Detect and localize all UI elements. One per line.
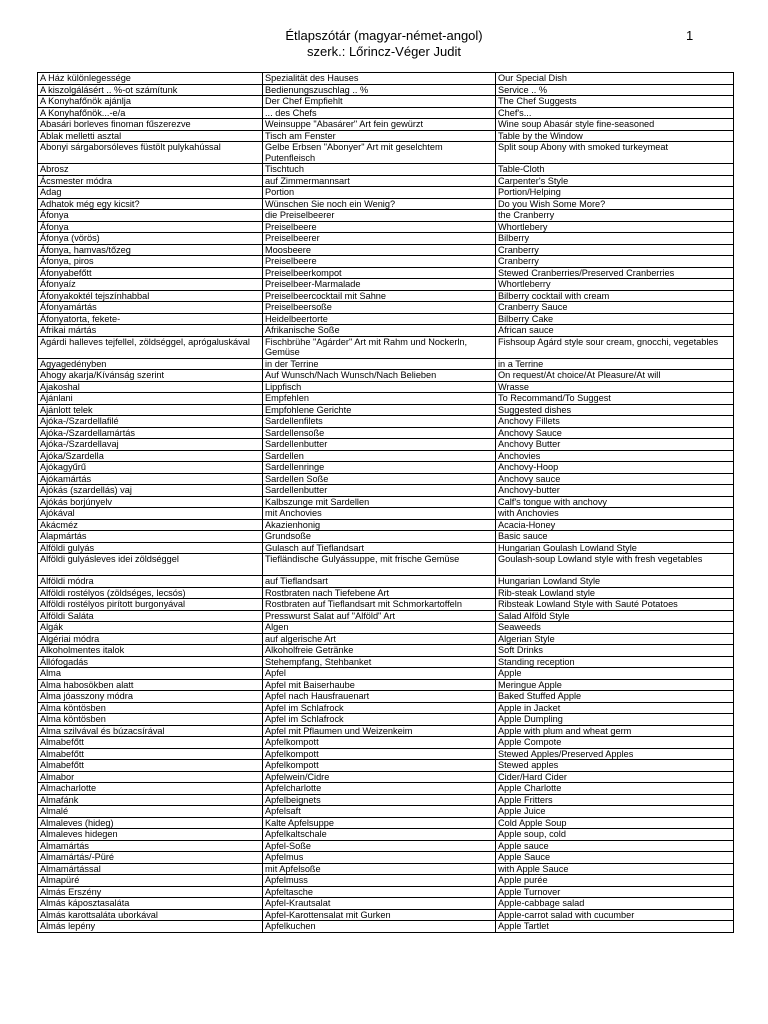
german-term: Apfel im Schlafrock [263,702,496,714]
english-term: Basic sauce [496,531,734,543]
table-row [38,794,734,806]
hungarian-term: Áfonyaíz [38,279,263,291]
table-row [38,806,734,818]
english-term: Goulash-soup Lowland style with fresh vegetables [496,554,734,576]
german-term: Preiselbeersoße [263,302,496,314]
table-row [38,576,734,588]
table-row [38,473,734,485]
german-term: Tischtuch [263,164,496,176]
hungarian-term: Ácsmester módra [38,175,263,187]
english-term: Our Special Dish [496,73,734,85]
table-row [38,96,734,108]
table-row [38,325,734,337]
hungarian-term: Alma szilvával és búzacsírával [38,725,263,737]
hungarian-term: Almás káposztasaláta [38,898,263,910]
german-term: Sardellenbutter [263,485,496,497]
english-term: Anchovy Sauce [496,427,734,439]
hungarian-term: Alföldi rostélyos pirított burgonyával [38,599,263,611]
table-row [38,313,734,325]
table-row [38,725,734,737]
hungarian-term: Agárdi halleves tejfellel, zöldséggel, aprógaluskával [38,336,263,358]
hungarian-term: Afrikai mártás [38,325,263,337]
table-row [38,404,734,416]
table-row [38,496,734,508]
table-row [38,210,734,222]
german-term: mit Anchovies [263,508,496,520]
table-row [38,130,734,142]
table-row [38,119,734,131]
english-term: Cranberry Sauce [496,302,734,314]
table-row [38,679,734,691]
english-term: Ribsteak Lowland Style with Sauté Potatoes [496,599,734,611]
hungarian-term: Alma köntösben [38,714,263,726]
english-term: Apple-cabbage salad [496,898,734,910]
table-row [38,198,734,210]
english-term: Salad Alföld Style [496,610,734,622]
hungarian-term: Almamártás/-Püré [38,852,263,864]
table-row [38,668,734,680]
english-term: Anchovy Fillets [496,416,734,428]
table-row [38,187,734,199]
german-term: in der Terrine [263,358,496,370]
table-row [38,84,734,96]
table-row [38,107,734,119]
hungarian-term: Almabefőtt [38,760,263,772]
hungarian-term: Algériai módra [38,633,263,645]
english-term: Bilberry Cake [496,313,734,325]
table-row [38,702,734,714]
english-term: Apple Compote [496,737,734,749]
english-term: Rib-steak Lowland style [496,587,734,599]
german-term: auf Tieflandsart [263,576,496,588]
german-term: Tiefländische Gulyássuppe, mit frische Gemüse [263,554,496,576]
page-header [0,28,768,60]
hungarian-term: Akácméz [38,519,263,531]
german-term: Sardellen [263,450,496,462]
german-term: Lippfisch [263,381,496,393]
german-term: Rostbraten nach Tiefebene Art [263,587,496,599]
english-term: Apple Charlotte [496,783,734,795]
english-term: Split soup Abony with smoked turkeymeat [496,142,734,164]
hungarian-term: Almabefőtt [38,748,263,760]
german-term: Empfehlen [263,393,496,405]
german-term: Apfelbeignets [263,794,496,806]
table-row [38,519,734,531]
page-number: 1 [686,28,694,43]
table-row [38,233,734,245]
table-row [38,416,734,428]
table-row [38,381,734,393]
hungarian-term: Áfonya, hamvas/tőzeg [38,244,263,256]
german-term: Rostbraten auf Tieflandsart mit Schmorkartoffeln [263,599,496,611]
english-term: Wine soup Abasár style fine-seasoned [496,119,734,131]
german-term: Apfelkuchen [263,921,496,933]
german-term: Apfelkompott [263,748,496,760]
table-row [38,737,734,749]
german-term: Apfeltasche [263,886,496,898]
hungarian-term: A Konyhafőnök...-e/a [38,107,263,119]
english-term: Apple purée [496,875,734,887]
hungarian-term: Áfonya, piros [38,256,263,268]
english-term: Table-Cloth [496,164,734,176]
english-term: Soft Drinks [496,645,734,657]
english-term: Anchovy Butter [496,439,734,451]
german-term: Moosbeere [263,244,496,256]
german-term: Preiselbeerkompot [263,267,496,279]
english-term: Fishsoup Agárd style sour cream, gnocchi, vegetables [496,336,734,358]
english-term: Portion/Helping [496,187,734,199]
english-term: Apple with plum and wheat germ [496,725,734,737]
english-term: Standing reception [496,656,734,668]
table-row [38,783,734,795]
table-row [38,221,734,233]
german-term: Apfel nach Hausfrauenart [263,691,496,703]
table-row [38,909,734,921]
hungarian-term: Áfonyamártás [38,302,263,314]
english-term: Calf's tongue with anchovy [496,496,734,508]
hungarian-term: Almaleves hidegen [38,829,263,841]
german-term: Kalbszunge mit Sardellen [263,496,496,508]
german-term: Apfel-Soße [263,840,496,852]
english-term: Wrasse [496,381,734,393]
hungarian-term: Alma [38,668,263,680]
table-row [38,633,734,645]
german-term: Portion [263,187,496,199]
table-row [38,302,734,314]
hungarian-term: Alföldi módra [38,576,263,588]
table-row [38,656,734,668]
german-term: Presswurst Salat auf "Alföld" Art [263,610,496,622]
english-term: On request/At choice/At Pleasure/At will [496,370,734,382]
table-row [38,336,734,358]
german-term: Sardellen Soße [263,473,496,485]
english-term: Whortlebery [496,221,734,233]
hungarian-term: Ajóka-/Szardellafilé [38,416,263,428]
german-term: Apfelmuss [263,875,496,887]
english-term: Apple [496,668,734,680]
table-row [38,645,734,657]
english-term: Do you Wish Some More? [496,198,734,210]
german-term: Preiselbeer-Marmalade [263,279,496,291]
english-term: Stewed Apples/Preserved Apples [496,748,734,760]
table-row [38,450,734,462]
hungarian-term: Alma köntösben [38,702,263,714]
hungarian-term: Ajókás (szardellás) vaj [38,485,263,497]
hungarian-term: Ajóka-/Szardellamártás [38,427,263,439]
dictionary-body [38,73,734,933]
hungarian-term: Áfonya [38,221,263,233]
table-row [38,244,734,256]
english-term: Apple Fritters [496,794,734,806]
german-term: Apfelcharlotte [263,783,496,795]
table-row [38,599,734,611]
german-term: Apfelsaft [263,806,496,818]
german-term: Apfel-Karottensalat mit Gurken [263,909,496,921]
document-editor: szerk.: Lőrincz-Véger Judit [307,44,461,59]
hungarian-term: Adag [38,187,263,199]
dictionary-table [37,72,734,933]
table-row [38,921,734,933]
table-row [38,164,734,176]
hungarian-term: Áfonya (vörös) [38,233,263,245]
table-row [38,175,734,187]
table-row [38,898,734,910]
english-term: Seaweeds [496,622,734,634]
hungarian-term: Almacharlotte [38,783,263,795]
english-term: Carpenter's Style [496,175,734,187]
hungarian-term: Alföldi gulyásleves idei zöldséggel [38,554,263,576]
english-term: the Cranberry [496,210,734,222]
english-term: Apple Sauce [496,852,734,864]
hungarian-term: Almaleves (hideg) [38,817,263,829]
hungarian-term: Almafánk [38,794,263,806]
hungarian-term: Ajánlani [38,393,263,405]
german-term: Preiselbeere [263,256,496,268]
hungarian-term: Almamártás [38,840,263,852]
hungarian-term: Alföldi rostélyos (zöldséges, lecsós) [38,587,263,599]
german-term: Akazienhonig [263,519,496,531]
document-title: Étlapszótár (magyar-német-angol) [285,28,483,43]
hungarian-term: Almás lepény [38,921,263,933]
table-row [38,691,734,703]
table-row [38,439,734,451]
english-term: Cranberry [496,244,734,256]
hungarian-term: Almapüré [38,875,263,887]
german-term: auf Zimmermannsart [263,175,496,187]
hungarian-term: Alapmártás [38,531,263,543]
english-term: Anchovies [496,450,734,462]
english-term: with Anchovies [496,508,734,520]
german-term: Afrikanische Soße [263,325,496,337]
english-term: Apple Tartlet [496,921,734,933]
english-term: Cold Apple Soup [496,817,734,829]
german-term: ... des Chefs [263,107,496,119]
hungarian-term: Ajókagyűrű [38,462,263,474]
german-term: Gulasch auf Tieflandsart [263,542,496,554]
table-row [38,554,734,576]
hungarian-term: Alföldi gulyás [38,542,263,554]
german-term: Preiselbeercocktail mit Sahne [263,290,496,302]
table-row [38,610,734,622]
table-row [38,393,734,405]
german-term: Preiselbeere [263,221,496,233]
table-row [38,290,734,302]
hungarian-term: Abrosz [38,164,263,176]
table-row [38,142,734,164]
english-term: Baked Stuffed Apple [496,691,734,703]
german-term: Apfel mit Pflaumen und Weizenkeim [263,725,496,737]
table-row [38,863,734,875]
table-row [38,531,734,543]
german-term: Apfel-Krautsalat [263,898,496,910]
table-row [38,485,734,497]
hungarian-term: Ajókamártás [38,473,263,485]
german-term: Wünschen Sie noch ein Wenig? [263,198,496,210]
english-term: Cranberry [496,256,734,268]
german-term: auf algerische Art [263,633,496,645]
hungarian-term: Ajóka-/Szardellavaj [38,439,263,451]
english-term: Stewed apples [496,760,734,772]
english-term: Hungarian Goulash Lowland Style [496,542,734,554]
german-term: Apfelkompott [263,760,496,772]
english-term: Apple Dumpling [496,714,734,726]
german-term: Sardellensoße [263,427,496,439]
table-row [38,760,734,772]
german-term: Spezialität des Hauses [263,73,496,85]
english-term: African sauce [496,325,734,337]
english-term: Apple soup, cold [496,829,734,841]
table-row [38,714,734,726]
english-term: Table by the Window [496,130,734,142]
hungarian-term: Alkoholmentes italok [38,645,263,657]
english-term: Service .. % [496,84,734,96]
english-term: with Apple Sauce [496,863,734,875]
german-term: Apfel im Schlafrock [263,714,496,726]
german-term: Apfel mit Baiserhaube [263,679,496,691]
table-row [38,462,734,474]
hungarian-term: A Konyhafőnök ajánlja [38,96,263,108]
hungarian-term: Abasári borleves finoman fűszerezve [38,119,263,131]
german-term: Apfelwein/Cidre [263,771,496,783]
german-term: Sardellenringe [263,462,496,474]
hungarian-term: Algák [38,622,263,634]
german-term: mit Apfelsoße [263,863,496,875]
hungarian-term: Abonyi sárgaborsóleves füstölt pulykahússal [38,142,263,164]
german-term: Sardellenfilets [263,416,496,428]
english-term: Apple Turnover [496,886,734,898]
table-row [38,587,734,599]
hungarian-term: Alma jóasszony módra [38,691,263,703]
german-term: Gelbe Erbsen "Abonyer" Art mit geselchtem Putenfleisch [263,142,496,164]
table-row [38,771,734,783]
hungarian-term: Áfonya [38,210,263,222]
german-term: Heidelbeertorte [263,313,496,325]
hungarian-term: Alföldi Saláta [38,610,263,622]
german-term: die Preiselbeerer [263,210,496,222]
english-term: Meringue Apple [496,679,734,691]
german-term: Preiselbeerer [263,233,496,245]
hungarian-term: Agyagedényben [38,358,263,370]
hungarian-term: Ablak melletti asztal [38,130,263,142]
hungarian-term: Állófogadás [38,656,263,668]
table-row [38,542,734,554]
german-term: Bedienungszuschlag .. % [263,84,496,96]
german-term: Sardellenbutter [263,439,496,451]
english-term: in a Terrine [496,358,734,370]
english-term: Stewed Cranberries/Preserved Cranberries [496,267,734,279]
table-row [38,817,734,829]
table-row [38,852,734,864]
german-term: Apfelmus [263,852,496,864]
english-term: Apple sauce [496,840,734,852]
table-row [38,748,734,760]
german-term: Fischbrühe "Agárder" Art mit Rahm und Nockerln, Gemüse [263,336,496,358]
hungarian-term: Almás karottsaláta uborkával [38,909,263,921]
english-term: Apple-carrot salad with cucumber [496,909,734,921]
german-term: Apfel [263,668,496,680]
english-term: Apple in Jacket [496,702,734,714]
english-term: Anchovy-Hoop [496,462,734,474]
table-row [38,358,734,370]
hungarian-term: Áfonyatorta, fekete- [38,313,263,325]
english-term: Cider/Hard Cider [496,771,734,783]
english-term: Chef's... [496,107,734,119]
hungarian-term: Almabefőtt [38,737,263,749]
table-row [38,267,734,279]
german-term: Stehempfang, Stehbanket [263,656,496,668]
german-term: Algen [263,622,496,634]
table-row [38,886,734,898]
english-term: Apple Juice [496,806,734,818]
hungarian-term: Almalé [38,806,263,818]
table-row [38,279,734,291]
english-term: The Chef Suggests [496,96,734,108]
german-term: Weinsuppe "Abasárer" Art fein gewürzt [263,119,496,131]
hungarian-term: Almamártással [38,863,263,875]
german-term: Apfelkompott [263,737,496,749]
hungarian-term: Alma habosökben alatt [38,679,263,691]
table-row [38,427,734,439]
german-term: Der Chef Empfiehlt [263,96,496,108]
table-row [38,622,734,634]
english-term: Algerian Style [496,633,734,645]
hungarian-term: Almabor [38,771,263,783]
hungarian-term: A kiszolgálásért .. %-ot számítunk [38,84,263,96]
table-row [38,256,734,268]
table-row [38,840,734,852]
german-term: Kalte Apfelsuppe [263,817,496,829]
english-term: To Recommand/To Suggest [496,393,734,405]
german-term: Grundsoße [263,531,496,543]
english-term: Acacia-Honey [496,519,734,531]
hungarian-term: Ajóka/Szardella [38,450,263,462]
english-term: Suggested dishes [496,404,734,416]
hungarian-term: Áfonyakoktél tejszínhabbal [38,290,263,302]
english-term: Bilberry cocktail with cream [496,290,734,302]
table-row [38,73,734,85]
german-term: Apfelkaltschale [263,829,496,841]
hungarian-term: Ahogy akarja/Kívánság szerint [38,370,263,382]
english-term: Bilberry [496,233,734,245]
hungarian-term: Adhatok még egy kicsit? [38,198,263,210]
english-term: Anchovy sauce [496,473,734,485]
german-term: Tisch am Fenster [263,130,496,142]
german-term: Empfohlene Gerichte [263,404,496,416]
german-term: Auf Wunsch/Nach Wunsch/Nach Belieben [263,370,496,382]
english-term: Anchovy-butter [496,485,734,497]
hungarian-term: Ajakoshal [38,381,263,393]
table-row [38,508,734,520]
german-term: Alkoholfreie Getränke [263,645,496,657]
table-row [38,875,734,887]
table-row [38,829,734,841]
hungarian-term: A Ház különlegessége [38,73,263,85]
english-term: Whortleberry [496,279,734,291]
hungarian-term: Ajókával [38,508,263,520]
hungarian-term: Áfonyabefőtt [38,267,263,279]
hungarian-term: Ajókás borjúnyelv [38,496,263,508]
hungarian-term: Ajánlott telek [38,404,263,416]
table-row [38,370,734,382]
hungarian-term: Almás Erszény [38,886,263,898]
english-term: Hungarian Lowland Style [496,576,734,588]
